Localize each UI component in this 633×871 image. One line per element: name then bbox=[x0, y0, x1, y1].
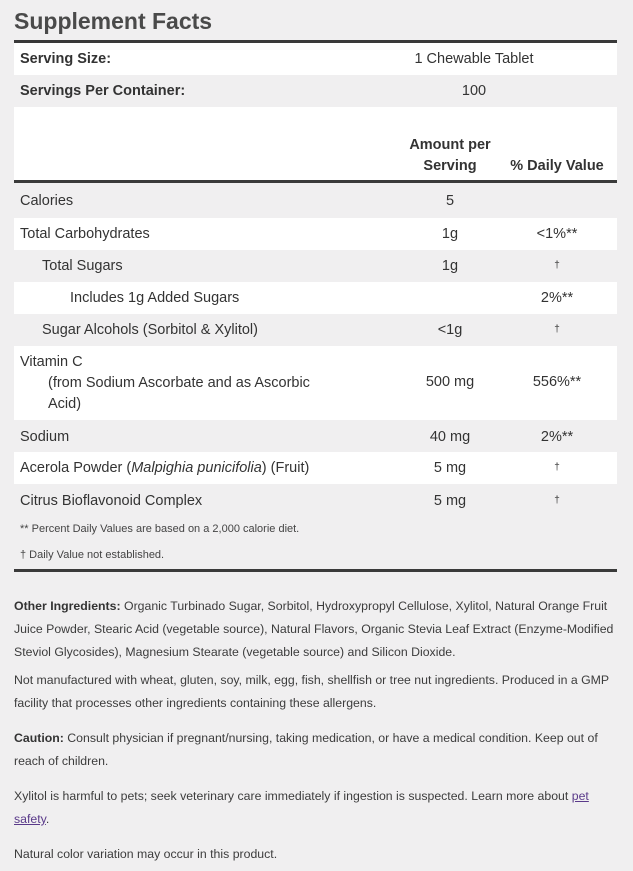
pet-safety-link[interactable]: pet safety bbox=[14, 789, 589, 826]
nutrient-amount: <1g bbox=[437, 322, 463, 338]
caution-text: Consult physician if pregnant/nursing, taking medication, or have a medical condition. Keep out of reach of children. bbox=[14, 731, 598, 768]
nutrient-amount: 5 mg bbox=[433, 493, 467, 509]
nutrient-dv: 556%** bbox=[532, 374, 582, 390]
nutrient-row-sugar-alcohols bbox=[14, 314, 617, 346]
other-ingredients-text: Organic Turbinado Sugar, Sorbitol, Hydroxypropyl Cellulose, Xylitol, Natural Orange Fruit Juice Powder, Stearic Acid (vegetable source), Natural Flavors, Organic Stevia Leaf Extract (Enzyme-Modified Steviol Glycosides), Magnesium Stearate (vegetable source) and Silicon Dioxide. bbox=[14, 599, 614, 659]
nutrient-name: Sugar Alcohols (Sorbitol & Xylitol) bbox=[42, 322, 258, 338]
nutrient-header-row bbox=[14, 107, 617, 180]
nutrient-dv: † bbox=[554, 495, 560, 506]
servings-per-container-value: 100 bbox=[461, 83, 487, 99]
other-ingredients bbox=[14, 595, 614, 664]
footnote-percent-dv: ** Percent Daily Values are based on a 2,000 calorie diet. bbox=[20, 523, 300, 535]
page-title: Supplement Facts bbox=[14, 8, 213, 34]
nutrient-dv: † bbox=[554, 324, 560, 335]
color-variation-note: Natural color variation may occur in this product. bbox=[14, 847, 278, 861]
nutrient-amount: 500 mg bbox=[425, 374, 475, 390]
nutrient-row-sodium bbox=[14, 420, 617, 452]
nutrient-row-added-sugars bbox=[14, 282, 617, 314]
nutrient-name: Vitamin C (from Sodium Ascorbate and as Ascorbic Acid) bbox=[20, 354, 310, 412]
xylitol-warning-text: Xylitol is harmful to pets; seek veterinary care immediately if ingestion is suspected. Learn more about bbox=[14, 789, 572, 803]
nutrient-amount: 1g bbox=[441, 258, 459, 274]
nutrient-name: Sodium bbox=[20, 429, 70, 445]
nutrient-row-total-sugars bbox=[14, 250, 617, 282]
serving-size-row bbox=[14, 43, 617, 75]
nutrient-amount: 40 mg bbox=[429, 429, 471, 445]
daily-value-header: % Daily Value bbox=[510, 158, 604, 174]
caution-label: Caution: bbox=[14, 731, 64, 745]
servings-per-container-label: Servings Per Container: bbox=[20, 83, 186, 99]
nutrient-dv: <1%** bbox=[536, 226, 578, 242]
nutrient-name: Total Sugars bbox=[42, 258, 123, 274]
nutrient-name: Calories bbox=[20, 193, 74, 209]
nutrient-name: Citrus Bioflavonoid Complex bbox=[20, 493, 203, 509]
bottom-divider bbox=[14, 569, 617, 572]
nutrient-row-acerola bbox=[14, 452, 617, 484]
allergen-statement: Not manufactured with wheat, gluten, soy, milk, egg, fish, shellfish or tree nut ingredients. Produced in a GMP facility that processes other ingredients containing these allergens. bbox=[14, 673, 609, 710]
nutrient-dv: † bbox=[554, 462, 560, 473]
nutrient-name: Acerola Powder (Malpighia punicifolia) (Fruit) bbox=[20, 460, 310, 476]
nutrient-row-total-carbohydrates bbox=[14, 218, 617, 250]
nutrient-amount: 1g bbox=[441, 226, 459, 242]
nutrient-dv: 2%** bbox=[540, 290, 574, 306]
servings-per-container-row bbox=[14, 75, 617, 107]
nutrient-row-citrus-bioflavonoid bbox=[14, 484, 617, 518]
nutrient-name: Includes 1g Added Sugars bbox=[70, 290, 240, 306]
footnote-dv-not-established: † Daily Value not established. bbox=[20, 549, 165, 561]
serving-size-label: Serving Size: bbox=[20, 51, 112, 67]
nutrient-row-calories bbox=[14, 183, 617, 218]
nutrient-amount: 5 bbox=[445, 193, 455, 209]
other-ingredients-label: Other Ingredients: bbox=[14, 599, 121, 613]
amount-per-serving-header: Amount per Serving bbox=[409, 137, 491, 174]
caution-statement bbox=[14, 727, 614, 773]
nutrient-name: Total Carbohydrates bbox=[20, 226, 150, 242]
nutrient-dv: 2%** bbox=[540, 429, 574, 445]
serving-size-value: 1 Chewable Tablet bbox=[414, 51, 534, 67]
nutrient-dv: † bbox=[554, 260, 560, 271]
nutrient-row-vitamin-c bbox=[14, 346, 617, 420]
nutrient-amount: 5 mg bbox=[433, 460, 467, 476]
xylitol-warning: Xylitol is harmful to pets; seek veterinary care immediately if ingestion is suspected. Learn more about pet safety. bbox=[14, 789, 589, 826]
